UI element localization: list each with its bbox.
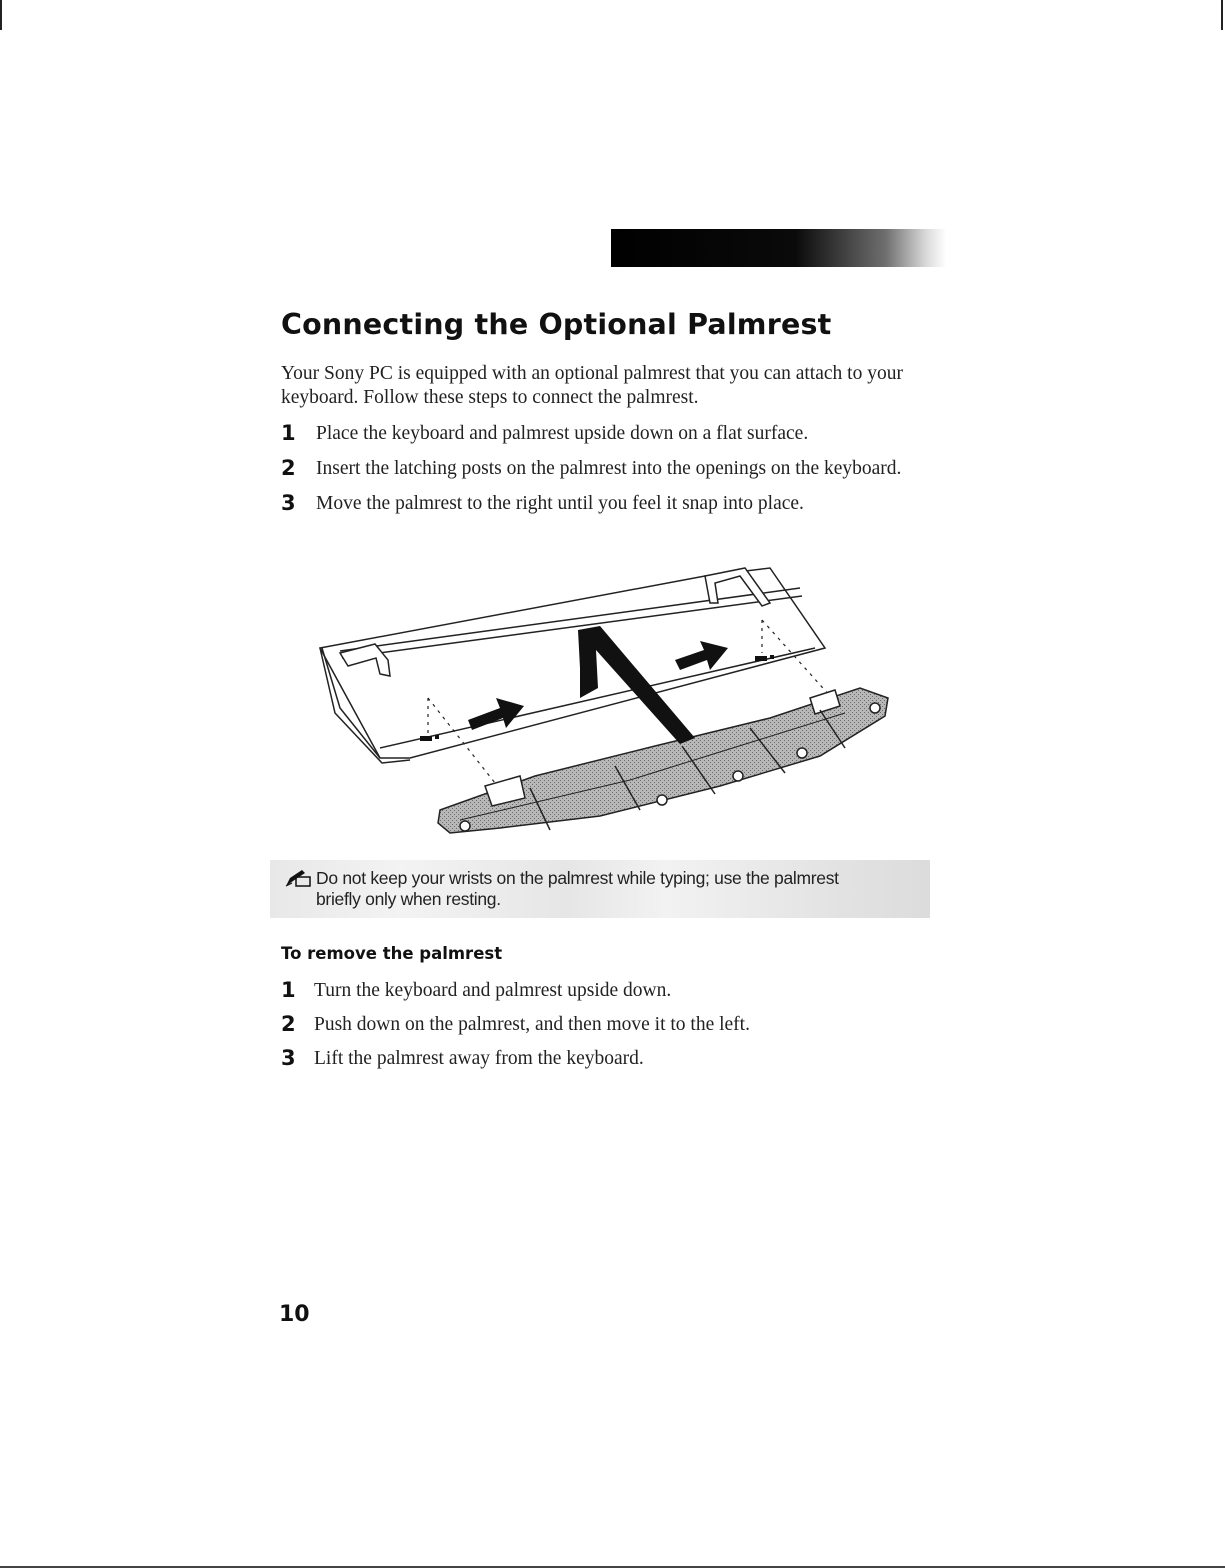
intro-paragraph: Your Sony PC is equipped with an optional palmrest that you can attach to your keyboard. Follow these steps to connect the palmrest. (281, 363, 903, 408)
step-number: 3 (281, 491, 296, 515)
note-pencil-icon (284, 868, 312, 888)
connect-step (281, 422, 941, 446)
remove-step (281, 1047, 941, 1071)
step-text: Insert the latching posts on the palmrest into the openings on the keyboard. (316, 458, 902, 479)
scan-edge-left (0, 0, 2, 30)
remove-steps-list (281, 979, 941, 1081)
note-box (270, 860, 930, 918)
step-number: 1 (281, 421, 296, 445)
connect-step (281, 457, 941, 481)
palmrest-illustration (300, 548, 900, 848)
step-number: 1 (281, 978, 296, 1002)
section-header-bar (611, 229, 946, 267)
step-number: 2 (281, 1012, 296, 1036)
note-text: Do not keep your wrists on the palmrest while typing; use the palmrest briefly only when resting. (316, 868, 839, 909)
page-number: 10 (279, 1302, 310, 1327)
connect-step (281, 492, 941, 516)
connect-steps-list (281, 422, 941, 527)
step-text: Turn the keyboard and palmrest upside down. (314, 980, 672, 1001)
step-text: Push down on the palmrest, and then move it to the left. (314, 1014, 750, 1035)
remove-heading: To remove the palmrest (281, 944, 503, 963)
step-text: Move the palmrest to the right until you feel it snap into place. (316, 493, 804, 514)
step-number: 3 (281, 1046, 296, 1070)
remove-step (281, 979, 941, 1003)
scan-edge-right (1221, 0, 1223, 30)
step-text: Lift the palmrest away from the keyboard. (314, 1048, 644, 1069)
page-title: Connecting the Optional Palmrest (281, 308, 832, 341)
step-text: Place the keyboard and palmrest upside down on a flat surface. (316, 423, 809, 444)
remove-step (281, 1013, 941, 1037)
step-number: 2 (281, 456, 296, 480)
